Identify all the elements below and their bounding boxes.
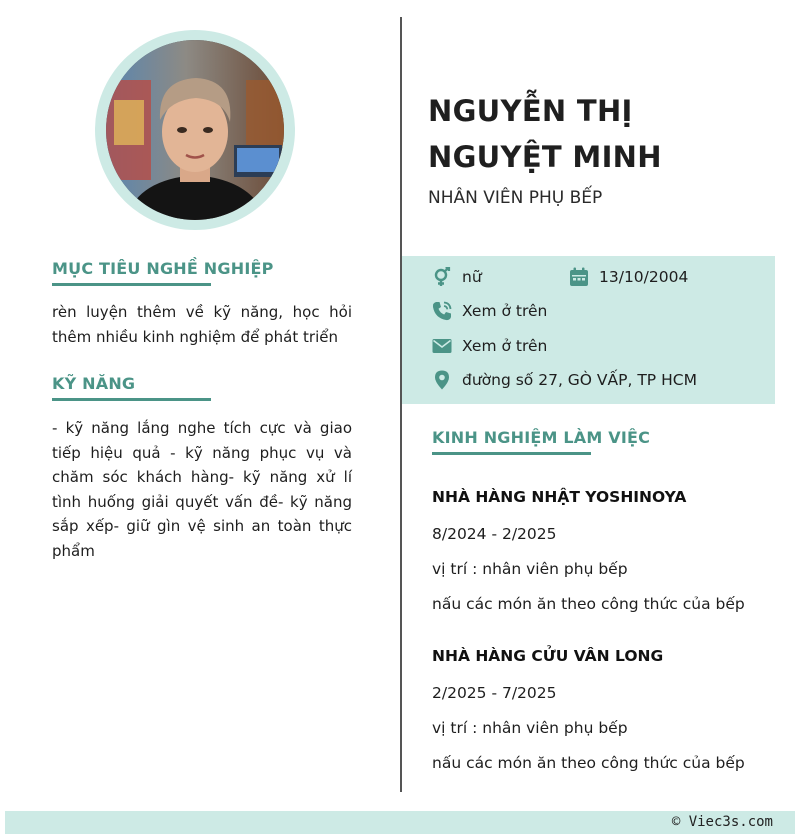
candidate-name: NGUYỄN THỊ NGUYỆT MINH <box>428 94 662 174</box>
work-position: vị trí : nhân viên phụ bếp <box>432 560 628 578</box>
skills-underline <box>52 398 211 401</box>
gender-text: nữ <box>462 268 482 286</box>
footer-credit: © Viec3s.com <box>671 814 773 830</box>
address-item <box>432 370 697 390</box>
skills-heading: KỸ NĂNG <box>52 374 136 393</box>
location-pin-icon <box>432 370 452 390</box>
email-text: Xem ở trên <box>462 337 548 355</box>
email-icon <box>432 336 452 356</box>
company-name: NHÀ HÀNG CỬU VÂN LONG <box>432 647 664 665</box>
birthday-item <box>569 267 688 287</box>
job-title: NHÂN VIÊN PHỤ BẾP <box>428 188 603 208</box>
work-description: nấu các món ăn theo công thức của bếp <box>432 595 745 613</box>
phone-icon <box>432 301 452 321</box>
avatar-frame <box>95 30 295 230</box>
objective-text: rèn luyện thêm về kỹ năng, học hỏi thêm nhiều kinh nghiệm để phát triển <box>52 303 352 346</box>
footer-bar <box>5 811 795 834</box>
company-name: NHÀ HÀNG NHẬT YOSHINOYA <box>432 488 687 506</box>
email-item <box>432 336 547 356</box>
address-text: đường số 27, GÒ VẤP, TP HCM <box>462 371 697 389</box>
work-period: 2/2025 - 7/2025 <box>432 684 557 702</box>
objective-heading: MỤC TIÊU NGHỀ NGHIỆP <box>52 259 274 278</box>
skills-text: - kỹ năng lắng nghe tích cực và giao tiếp hiệu quả - kỹ năng phục vụ và chăm sóc khách hàng- kỹ năng xử lí tình huống giải quyết vấn đề- kỹ năng sắp xếp- giữ gìn vệ sinh an toàn thực phẩm <box>52 419 352 560</box>
objective-underline <box>52 283 211 286</box>
avatar <box>106 40 284 220</box>
work-description: nấu các món ăn theo công thức của bếp <box>432 754 745 772</box>
work-period: 8/2024 - 2/2025 <box>432 525 557 543</box>
experience-heading: KINH NGHIỆM LÀM VIỆC <box>432 428 651 447</box>
avatar-photo <box>106 40 284 220</box>
gender-item <box>432 267 482 287</box>
phone-text: Xem ở trên <box>462 302 548 320</box>
work-position: vị trí : nhân viên phụ bếp <box>432 719 628 737</box>
phone-item <box>432 301 547 321</box>
calendar-icon <box>569 267 589 287</box>
gender-icon <box>432 267 452 287</box>
birthday-text: 13/10/2004 <box>599 268 689 286</box>
experience-underline <box>432 452 591 455</box>
column-divider <box>400 17 402 792</box>
